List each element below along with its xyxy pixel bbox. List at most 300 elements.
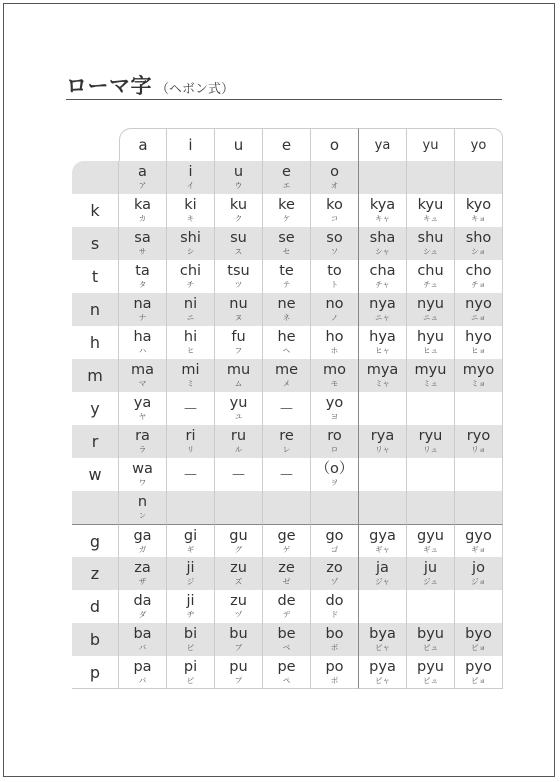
romaji-text: hi (183, 329, 198, 345)
kana-cell (119, 458, 167, 491)
kana-cell (167, 425, 215, 458)
romaji-text: pi (183, 658, 198, 675)
kana-cell (407, 227, 455, 260)
kana-cell (215, 293, 263, 326)
kana-cell (455, 425, 503, 458)
header-yo: yo (455, 128, 503, 161)
kana-cell (359, 425, 407, 458)
katakana-text: タ (138, 280, 147, 289)
romaji-text: ha (133, 329, 152, 345)
katakana-text: ピョ (471, 675, 486, 685)
table-row (72, 557, 503, 590)
kana-cell (359, 227, 407, 260)
kana-cell (263, 227, 311, 260)
table-row (72, 458, 503, 491)
kana-cell (167, 458, 215, 491)
kana-cell (407, 359, 455, 392)
kana-cell (311, 293, 359, 326)
katakana-text: ビョ (471, 643, 486, 652)
romaji-text: myu (414, 362, 447, 378)
kana-cell (311, 194, 359, 227)
kana-cell (215, 491, 263, 524)
romaji-text: me (274, 362, 299, 378)
kana-cell (119, 557, 167, 590)
katakana-text: ジ (186, 577, 195, 586)
kana-cell (311, 623, 359, 656)
kana-cell (119, 194, 167, 227)
romaji-text: kyo (465, 197, 492, 213)
katakana-text: キャ (375, 214, 390, 223)
romaji-text: ku (229, 197, 248, 213)
kana-cell (359, 458, 407, 491)
katakana-text: ジョ (471, 577, 486, 586)
romaji-text: sho (465, 230, 492, 246)
kana-cell (119, 590, 167, 623)
kana-cell (263, 359, 311, 392)
kana-cell (167, 557, 215, 590)
kana-cell (455, 161, 503, 194)
romaji-text: ga (133, 527, 152, 544)
romaji-text: hyo (465, 329, 492, 345)
romaji-text: ya (133, 395, 152, 411)
romaji-text: bu (229, 626, 248, 642)
header-i: i (167, 128, 215, 161)
katakana-text: ワ (138, 478, 147, 487)
kana-cell (215, 458, 263, 491)
katakana-text: オ (330, 181, 339, 190)
katakana-text: ペ (282, 675, 291, 685)
romaji-text: mi (181, 362, 200, 378)
kana-cell (119, 293, 167, 326)
kana-cell (359, 656, 407, 689)
katakana-text: ミャ (375, 379, 390, 388)
katakana-text: サ (138, 247, 147, 256)
romaji-text: bya (369, 626, 396, 642)
romaji-text: ja (376, 560, 389, 576)
kana-cell (215, 656, 263, 689)
katakana-text: ザ (138, 577, 147, 586)
katakana-text: ピャ (375, 675, 390, 685)
table-row (72, 227, 503, 260)
consonant-label: t (72, 260, 119, 293)
romaji-text: — (280, 467, 293, 482)
katakana-text: フ (234, 346, 243, 355)
consonant-label: h (72, 326, 119, 359)
kana-cell (359, 293, 407, 326)
kana-cell (215, 326, 263, 359)
consonant-label: y (72, 392, 119, 425)
romaji-text: gi (183, 527, 198, 544)
kana-cell (407, 491, 455, 524)
romaji-text: zu (230, 593, 247, 609)
kana-cell (119, 161, 167, 194)
consonant-label (72, 491, 119, 524)
romaji-text: ji (186, 560, 195, 576)
romaji-text: nyu (417, 296, 444, 312)
romaji-text: byo (465, 626, 492, 642)
kana-cell (167, 656, 215, 689)
romaji-text: — (184, 401, 197, 416)
kana-cell (311, 458, 359, 491)
katakana-text: ジュ (423, 577, 438, 586)
kana-cell (311, 260, 359, 293)
katakana-text: ケ (282, 214, 291, 223)
romaji-text: te (279, 263, 294, 279)
katakana-text: ヤ (138, 412, 147, 421)
romaji-text: gu (229, 527, 248, 544)
katakana-text: ム (234, 379, 243, 388)
table-row (72, 359, 503, 392)
kana-cell (167, 161, 215, 194)
kana-cell (311, 359, 359, 392)
romaji-text: e (282, 164, 291, 180)
consonant-label: p (72, 656, 119, 689)
page-title: ローマ字 (66, 74, 152, 98)
romaji-text: ma (130, 362, 154, 378)
romaji-text: mu (226, 362, 251, 378)
romaji-text: wa (132, 461, 153, 477)
katakana-text: ヘ (282, 346, 291, 355)
romaji-text: ba (133, 626, 152, 642)
kana-cell (119, 359, 167, 392)
romaji-text: hyu (417, 329, 444, 345)
romaji-text: gyo (465, 527, 492, 544)
romaji-text: ki (184, 197, 197, 213)
kana-cell (215, 260, 263, 293)
table-row (72, 194, 503, 227)
katakana-text: ミョ (471, 379, 486, 388)
kana-cell (407, 260, 455, 293)
page-subtitle: （ヘボン式） (156, 82, 235, 97)
katakana-text: コ (330, 214, 339, 223)
kana-cell (407, 293, 455, 326)
kana-cell (407, 590, 455, 623)
katakana-text: ハ (138, 346, 147, 355)
kana-cell (311, 557, 359, 590)
kana-cell (455, 293, 503, 326)
kana-cell (167, 392, 215, 425)
kana-cell (167, 491, 215, 524)
katakana-text: ル (234, 445, 243, 454)
kana-cell (167, 227, 215, 260)
kana-cell (263, 491, 311, 524)
consonant-label: d (72, 590, 119, 623)
header-u: u (215, 128, 263, 161)
vowel-header-row (72, 128, 503, 161)
table-row (72, 260, 503, 293)
katakana-text: カ (138, 214, 147, 223)
table-row (72, 590, 503, 623)
kana-cell (359, 359, 407, 392)
romaji-text: pu (229, 658, 248, 675)
kana-cell (119, 623, 167, 656)
katakana-text: ビ (186, 643, 195, 652)
kana-cell (455, 227, 503, 260)
kana-cell (215, 194, 263, 227)
katakana-text: ギャ (375, 544, 390, 554)
romaji-text: pyu (417, 658, 444, 675)
romaji-text: da (133, 593, 152, 609)
consonant-label: w (72, 458, 119, 491)
kana-cell (119, 524, 167, 557)
katakana-text: チュ (423, 280, 438, 289)
katakana-text: ブ (234, 643, 243, 652)
katakana-text: ニュ (423, 313, 438, 322)
katakana-text: マ (138, 379, 147, 388)
katakana-text: ギュ (423, 544, 438, 554)
kana-cell (119, 491, 167, 524)
katakana-text: ゴ (330, 544, 339, 554)
consonant-label: g (72, 524, 119, 557)
katakana-text: ア (138, 181, 147, 190)
katakana-text: ゲ (282, 544, 291, 554)
romaji-text: mya (366, 362, 399, 378)
romaji-text: su (230, 230, 247, 246)
romaji-text: ko (326, 197, 343, 213)
kana-cell (311, 326, 359, 359)
kana-cell (455, 260, 503, 293)
kana-cell (311, 656, 359, 689)
kana-cell (167, 293, 215, 326)
katakana-text: リャ (375, 445, 390, 454)
title-block (66, 70, 502, 100)
kana-cell (215, 359, 263, 392)
romaji-text: fu (231, 329, 246, 345)
kana-cell (407, 326, 455, 359)
katakana-text: ゾ (330, 577, 339, 586)
kana-cell (215, 425, 263, 458)
katakana-text: ヒャ (375, 346, 390, 355)
consonant-label: r (72, 425, 119, 458)
romaji-text: kya (369, 197, 396, 213)
romaji-text: chi (179, 263, 202, 279)
kana-cell (455, 590, 503, 623)
romaji-text: gyu (417, 527, 444, 544)
katakana-text: チ (186, 280, 195, 289)
katakana-text: パ (138, 675, 147, 685)
header-a: a (119, 128, 167, 161)
katakana-text: ビャ (375, 643, 390, 652)
kana-cell (407, 161, 455, 194)
kana-cell (311, 590, 359, 623)
kana-cell (359, 194, 407, 227)
kana-cell (263, 260, 311, 293)
kana-cell (455, 326, 503, 359)
table-row (72, 623, 503, 656)
katakana-text: シュ (423, 247, 438, 256)
romaji-text: nya (369, 296, 396, 312)
katakana-text: チョ (471, 280, 486, 289)
katakana-text: ベ (282, 643, 291, 652)
romaji-text: n (137, 494, 148, 510)
kana-cell (311, 227, 359, 260)
romaji-text: ho (325, 329, 344, 345)
kana-cell (455, 491, 503, 524)
katakana-text: ヒュ (423, 346, 438, 355)
romaji-text: zo (326, 560, 343, 576)
kana-cell (359, 524, 407, 557)
romaji-text: yu (229, 395, 248, 411)
romaji-text: rya (370, 428, 395, 444)
kana-cell (263, 656, 311, 689)
consonant-label: n (72, 293, 119, 326)
romaji-text: — (232, 467, 245, 482)
romaji-text: ge (277, 527, 296, 544)
romaji-text: sa (134, 230, 151, 246)
romaji-text: po (325, 658, 344, 675)
kana-cell (359, 260, 407, 293)
header-o: o (311, 128, 359, 161)
table-row (72, 425, 503, 458)
katakana-text: ポ (330, 675, 339, 685)
kana-cell (455, 194, 503, 227)
kana-cell (311, 392, 359, 425)
katakana-text: ズ (234, 577, 243, 586)
romaji-text: to (327, 263, 342, 279)
katakana-text: ギョ (471, 544, 486, 554)
kana-cell (215, 524, 263, 557)
katakana-text: ナ (138, 313, 147, 322)
katakana-text: ス (234, 247, 243, 256)
kana-cell (167, 326, 215, 359)
katakana-text: ガ (138, 544, 147, 554)
kana-cell (119, 656, 167, 689)
katakana-text: ヂ (186, 610, 195, 619)
consonant-label: k (72, 194, 119, 227)
katakana-text: ロ (330, 445, 339, 454)
katakana-text: ゼ (282, 577, 291, 586)
kana-cell (119, 260, 167, 293)
consonant-label: z (72, 557, 119, 590)
romaji-text: mo (323, 362, 346, 378)
kana-cell (359, 590, 407, 623)
romaji-text: byu (417, 626, 444, 642)
katakana-text: プ (234, 675, 243, 685)
kana-cell (119, 326, 167, 359)
romaji-text: shu (417, 230, 444, 246)
kana-cell (119, 227, 167, 260)
table-row (72, 524, 503, 557)
romaji-table (72, 128, 503, 689)
romaji-text: zu (230, 560, 247, 576)
header-e: e (263, 128, 311, 161)
header-ya: ya (359, 128, 407, 161)
katakana-text: セ (282, 247, 291, 256)
romaji-text: re (279, 428, 294, 444)
kana-cell (119, 425, 167, 458)
consonant-label: b (72, 623, 119, 656)
romaji-text: ta (135, 263, 150, 279)
romaji-text: ju (423, 560, 438, 576)
romaji-text: u (233, 164, 244, 180)
katakana-text: ヅ (234, 610, 243, 619)
kana-cell (311, 161, 359, 194)
kana-cell (263, 326, 311, 359)
kana-cell (263, 524, 311, 557)
kana-cell (407, 392, 455, 425)
romaji-text: nu (229, 296, 248, 312)
romaji-text: tsu (227, 263, 250, 279)
kana-cell (359, 623, 407, 656)
kana-cell (215, 161, 263, 194)
kana-cell (455, 557, 503, 590)
katakana-text: ギ (186, 544, 195, 554)
romaji-text: yo (325, 395, 344, 411)
kana-cell (263, 392, 311, 425)
katakana-text: エ (282, 181, 291, 190)
romaji-text: ryo (466, 428, 491, 444)
katakana-text: リョ (471, 445, 486, 454)
kana-cell (407, 656, 455, 689)
kana-cell (119, 392, 167, 425)
kana-cell (455, 392, 503, 425)
table-row (72, 326, 503, 359)
katakana-text: ネ (282, 313, 291, 322)
romaji-text: na (133, 296, 152, 312)
kana-cell (263, 557, 311, 590)
romaji-text: myo (462, 362, 495, 378)
katakana-text: ダ (138, 610, 147, 619)
katakana-text: バ (138, 643, 147, 652)
kana-cell (263, 161, 311, 194)
kana-cell (407, 524, 455, 557)
romaji-text: ji (186, 593, 195, 609)
kana-cell (359, 491, 407, 524)
romaji-text: cho (465, 263, 492, 279)
katakana-text: ヲ (330, 478, 339, 487)
romaji-text: ne (277, 296, 296, 312)
kana-cell (263, 590, 311, 623)
katakana-text: ミュ (423, 379, 438, 388)
katakana-text: ウ (234, 181, 243, 190)
katakana-text: ピ (186, 675, 195, 685)
katakana-text: リ (186, 445, 195, 454)
katakana-text: ニョ (471, 313, 486, 322)
katakana-text: ノ (330, 313, 339, 322)
romaji-text: pyo (465, 658, 492, 675)
katakana-text: レ (282, 445, 291, 454)
romaji-text: he (277, 329, 296, 345)
romaji-text: sha (369, 230, 396, 246)
kana-cell (311, 524, 359, 557)
title-underline (66, 99, 502, 100)
romaji-text: ru (230, 428, 247, 444)
romaji-text: za (134, 560, 151, 576)
romaji-text: ke (278, 197, 295, 213)
kana-cell (167, 590, 215, 623)
romaji-text: cha (369, 263, 396, 279)
katakana-text: ン (138, 511, 147, 520)
kana-cell (407, 623, 455, 656)
kana-cell (167, 194, 215, 227)
romaji-text: — (184, 467, 197, 482)
katakana-text: ツ (234, 280, 243, 289)
katakana-text: ニャ (375, 313, 390, 322)
romaji-text: so (326, 230, 343, 246)
katakana-text: チャ (375, 280, 390, 289)
katakana-text: ニ (186, 313, 195, 322)
katakana-text: ジャ (375, 577, 390, 586)
romaji-text: jo (472, 560, 485, 576)
romaji-text: nyo (465, 296, 492, 312)
katakana-text: ミ (186, 379, 195, 388)
romaji-text: chu (417, 263, 444, 279)
romaji-text: ra (135, 428, 150, 444)
header-yu: yu (407, 128, 455, 161)
romaji-text: no (325, 296, 344, 312)
consonant-label (72, 161, 119, 194)
romaji-text: ze (278, 560, 295, 576)
